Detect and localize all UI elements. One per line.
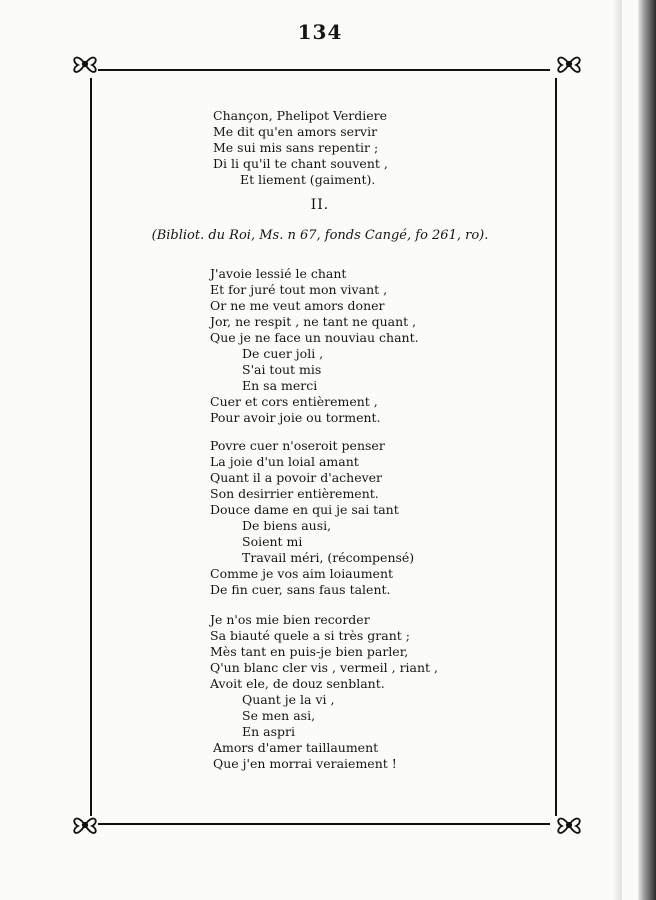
verse-line: S'ai tout mis (242, 362, 322, 377)
frame-left-rule (90, 78, 92, 816)
section-heading: II. (310, 197, 330, 213)
verse-line: Et liement (gaiment). (240, 172, 376, 187)
fleuron-corner-icon (552, 47, 586, 81)
fleuron-corner-icon (68, 808, 102, 842)
verse-line: Quant je la vi , (242, 692, 335, 707)
verse-line: Or ne me veut amors doner (210, 298, 385, 313)
verse-line: Quant il a povoir d'achever (210, 470, 383, 485)
verse-line: La joie d'un loial amant (210, 454, 359, 469)
page-number: 134 (297, 20, 343, 44)
verse-line: Povre cuer n'oseroit penser (210, 438, 385, 453)
verse-line: En aspri (242, 724, 295, 739)
verse-line: Travail méri, (récompensé) (242, 550, 415, 565)
verse-line: Jor, ne respit , ne tant ne quant , (210, 314, 417, 329)
fleuron-corner-icon (68, 47, 102, 81)
verse-line: Me sui mis sans repentir ; (213, 140, 379, 155)
verse-line: Di li qu'il te chant souvent , (213, 156, 388, 171)
verse-line: Q'un blanc cler vis , vermeil , riant , (210, 660, 439, 675)
verse-line: Que je ne face un nouviau chant. (210, 330, 419, 345)
verse-line: De fin cuer, sans faus talent. (210, 582, 391, 597)
verse-line: Soient mi (242, 534, 303, 549)
frame-bottom-rule (98, 823, 550, 825)
frame-right-rule (555, 78, 557, 816)
verse-line: Se men asi, (242, 708, 316, 723)
source-citation: (Bibliot. du Roi, Ms. n 67, fonds Cangé, fo 261, ro). (151, 228, 489, 243)
verse-line: Que j'en morrai veraiement ! (213, 756, 397, 771)
frame-top-rule (98, 69, 550, 71)
fleuron-corner-icon (552, 808, 586, 842)
verse-line: De biens ausi, (242, 518, 332, 533)
verse-line: Je n'os mie bien recorder (210, 612, 370, 627)
verse-line: J'avoie lessié le chant (210, 266, 347, 281)
verse-line: Douce dame en qui je sai tant (210, 502, 399, 517)
verse-line: Son desirrier entièrement. (210, 486, 379, 501)
verse-line: Mès tant en puis-je bien parler, (210, 644, 409, 659)
verse-line: Et for juré tout mon vivant , (210, 282, 388, 297)
verse-line: Avoit ele, de douz senblant. (210, 676, 385, 691)
verse-line: En sa merci (242, 378, 318, 393)
verse-line: Chançon, Phelipot Verdiere (213, 108, 388, 123)
book-spine-edge (638, 0, 656, 900)
verse-line: Pour avoir joie ou torment. (210, 410, 381, 425)
verse-line: Amors d'amer taillaument (213, 740, 379, 755)
page-gutter-shadow (612, 0, 622, 900)
verse-line: Cuer et cors entièrement , (210, 394, 378, 409)
verse-line: Sa biauté quele a si très grant ; (210, 628, 410, 643)
verse-line: Comme je vos aim loiaument (210, 566, 394, 581)
verse-line: Me dit qu'en amors servir (213, 124, 378, 139)
verse-line: De cuer joli , (242, 346, 324, 361)
